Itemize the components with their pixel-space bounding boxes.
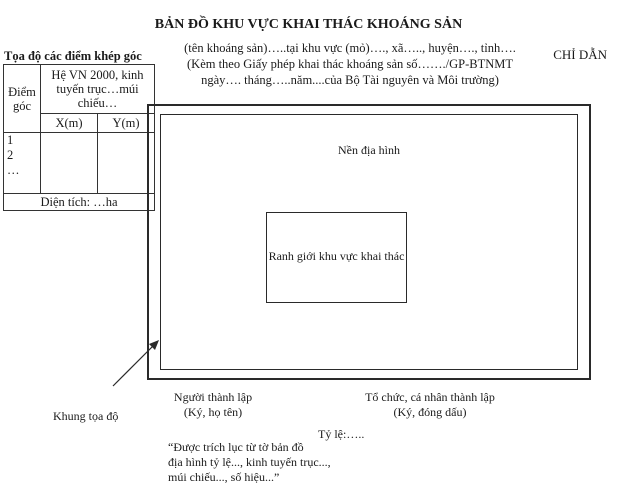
creator-note: (Ký, họ tên)	[183, 405, 243, 419]
coordinates-table	[3, 64, 155, 211]
coordinates-table-title: Tọa độ các điểm khép góc	[4, 49, 142, 63]
map-title: BẢN ĐỒ KHU VỰC KHAI THÁC KHOÁNG SẢN	[154, 17, 463, 32]
source-note-line-1: “Được trích lục từ tờ bản đồ	[168, 440, 304, 454]
x-column-header: X(m)	[41, 114, 98, 133]
legend-label: CHỈ DẪN	[553, 47, 607, 62]
source-note-line-2: địa hình tỷ lệ..., kinh tuyến trục...,	[168, 455, 331, 469]
frame-pointer-arrow	[105, 334, 165, 394]
map-subtitle-line-1: (tên khoáng sản)…..tại khu vực (mỏ)…., xã….., huyện…., tỉnh….	[184, 41, 516, 55]
organization-title: Tổ chức, cá nhân thành lập	[365, 390, 495, 404]
map-subtitle-line-2: (Kèm theo Giấy phép khai thác khoáng sản số……./GP-BTNMT	[187, 57, 513, 71]
y-column-header: Y(m)	[97, 114, 154, 133]
x-values-cell	[41, 133, 98, 194]
coordinate-system-header: Hệ VN 2000, kinh tuyến trục…múi chiếu…	[41, 65, 155, 114]
scale-label: Tỷ lệ:…..	[318, 427, 365, 441]
map-subtitle-line-3: ngày…. tháng…..năm....của Bộ Tài nguyên và Môi trường)	[201, 73, 499, 87]
table-row: 2	[7, 148, 14, 162]
mining-boundary-label: Ranh giới khu vực khai thác	[268, 249, 405, 263]
frame-label: Khung tọa độ	[53, 409, 119, 423]
area-row: Diện tích: …ha	[4, 194, 155, 211]
table-row: 1	[7, 133, 14, 147]
point-rows	[4, 133, 41, 194]
terrain-label: Nền địa hình	[338, 143, 400, 157]
source-note-line-3: múi chiếu..., số hiệu...”	[168, 470, 280, 484]
table-row: …	[7, 163, 20, 177]
y-values-cell	[97, 133, 154, 194]
organization-note: (Ký, đóng dấu)	[393, 405, 467, 419]
point-column-header: Điểm góc	[4, 65, 41, 133]
creator-title: Người thành lập	[173, 390, 253, 404]
